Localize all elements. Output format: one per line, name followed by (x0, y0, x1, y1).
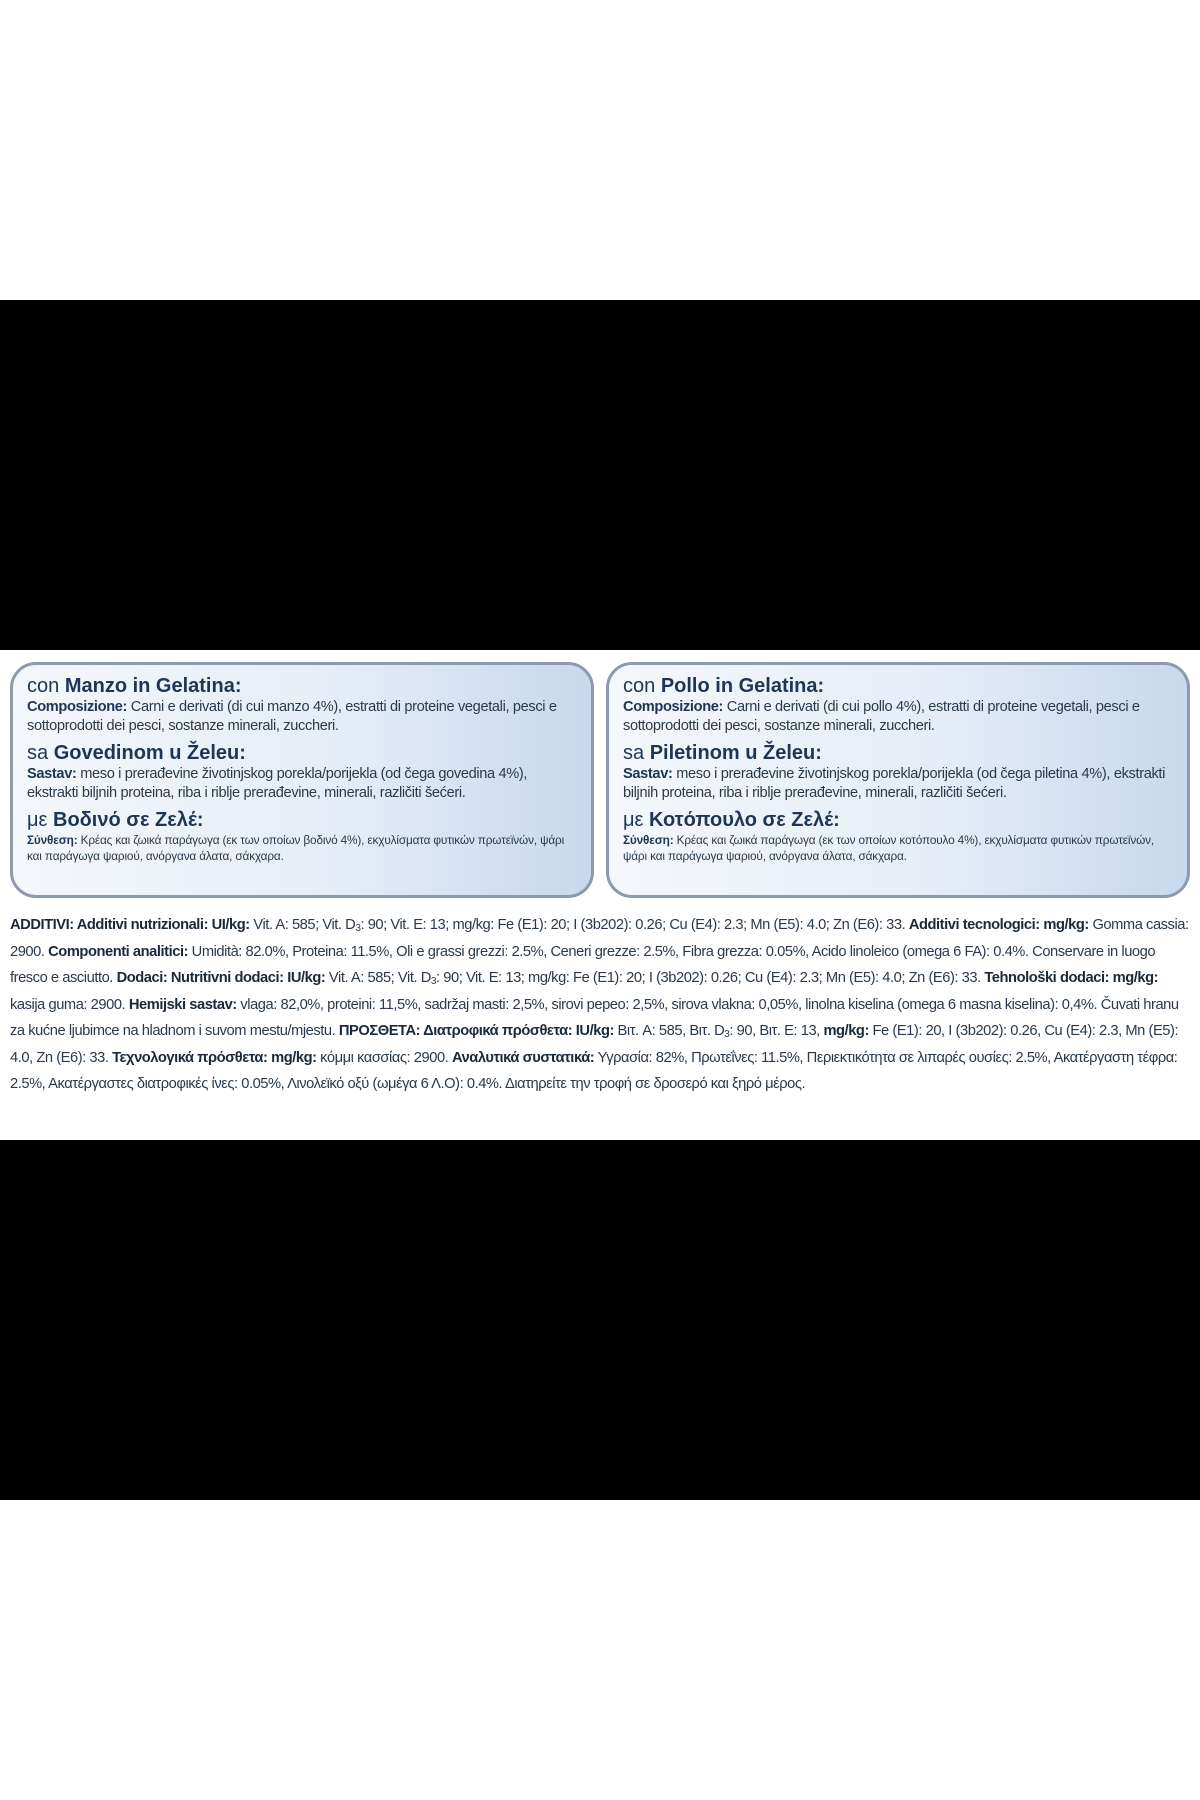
chicken-title-greek: με Κοτόπουλο σε Ζελέ: (623, 809, 840, 831)
additives-label-croatian: Dodaci: Nutritivni dodaci: IU/kg: (116, 970, 326, 986)
chicken-title-croatian: sa Piletinom u Želeu: (623, 742, 822, 764)
chicken-composition-italian: Composizione: Carni e derivati (di cui pollo 4%), estratti di proteine vegetali, pesci e sottoprodotti dei pesci, sostanze minerali, zuccheri. (623, 699, 1140, 734)
chicken-composition-croatian: Sastav: meso i prerađevine životinjskog porekla/porijekla (od čega piletina 4%), ekstrakti biljnih proteina, riba i riblje prerađevine, minerali, različiti šećeri. (623, 766, 1166, 801)
tech-additives-label-italian: Additivi tecnologici: mg/kg: (908, 917, 1089, 933)
tech-additives-label-croatian: Tehnološki dodaci: mg/kg: (984, 970, 1159, 986)
beef-in-jelly-panel (10, 662, 594, 898)
chicken-composition-greek: Σύνθεση: Κρέας και ζωικά παράγωγα (εκ των οποίων κοτόπουλο 4%), εκχυλίσματα φυτικών πρωτεϊνών, ψάρι και παράγωγα ψαριού, ανόργανα άλατα, σάκχαρα. (623, 833, 1155, 863)
chicken-title-italian: con Pollo in Gelatina: (623, 675, 825, 697)
beef-composition-croatian: Sastav: meso i prerađevine životinjskog porekla/porijekla (od čega govedina 4%), ekstrakti biljnih proteina, riba i riblje prerađevine, minerali, različiti šećeri. (27, 766, 528, 801)
chicken-in-jelly-panel (606, 662, 1190, 898)
additives-label-italian: ADDITIVI: Additivi nutrizionali: UI/kg: (10, 917, 250, 933)
beef-title-croatian: sa Govedinom u Želeu: (27, 742, 246, 764)
beef-title-italian: con Manzo in Gelatina: (27, 675, 242, 697)
analytical-label-greek: Αναλυτικά συστατικά: (451, 1049, 595, 1066)
beef-composition-greek: Σύνθεση: Κρέας και ζωικά παράγωγα (εκ των οποίων βοδινό 4%), εκχυλίσματα φυτικών πρωτεϊνών, ψάρι και παράγωγα ψαριού, ανόργανα άλατα, σάκχαρα. (27, 833, 565, 863)
additives-label-greek: ΠΡΟΣΘΕΤΑ: Διατροφικά πρόσθετα: IU/kg: (338, 1023, 614, 1039)
beef-title-greek: με Βοδινό σε Ζελέ: (27, 809, 204, 831)
beef-composition-italian: Composizione: Carni e derivati (di cui manzo 4%), estratti di proteine vegetali, pesci e sottoprodotti dei pesci, sostanze minerali, zuccheri. (27, 699, 557, 734)
analytical-label-italian: Componenti analitici: (48, 943, 189, 960)
ingredient-label (0, 650, 1200, 1140)
analytical-label-croatian: Hemijski sastav: (128, 996, 237, 1013)
additives-text: ADDITIVI: Additivi nutrizionali: UI/kg: Vit. A: 585; Vit. $D_3$: 90; Vit. E: 13; mg/kg: Fe (E1): 20; I (3b202): 0.26; Cu (E4): 2.3; Mn (E5): 4.0; Zn (E6): 33. Additivi tecnologici: mg/kg: Gomma cassia: 2900. Componenti analitici: Umidità: 82.0%, Proteina: 11.5%, Oli e grassi grezzi: 2.5%, Ceneri grezze: 2.5%, Fibra grezza: 0.05%, Acido linoleico (omega 6 FA): 0.4%. Conservare in luogo fresco e asciutto. Dodaci: Nutritivni dodaci: IU/kg: Vit. A: 585; Vit. $D_3$: 90; Vit. E: 13; mg/kg: Fe (E1): 20; I (3b202): 0.26; Cu (E4): 2.3; Mn (E5): 4.0; Zn (E6): 33. Tehnološki dodaci: mg/kg: kasija guma: 2900. Hemijski sastav: vlaga: 82,0%, proteini: 11,5%, sadržaj masti: 2,5%, sirovi pepeo: 2,5%, sirova vlakna: 0,05%, linolna kiselina (omega 6 masna kiselina): 0,4%. Čuvati hranu za kućne ljubimce na hladnom i suvom mestu/mjestu. ΠΡΟΣΘΕΤΑ: Διατροφικά πρόσθετα: IU/kg: Βιτ. A: 585, Βιτ. $D_3$: 90, Βιτ. E: 13, mg/kg: Fe (E1): 20, I (3b202): 0.26, Cu (E4): 2.3, Mn (E5): 4.0, Zn (E6): 33. Τεχνολογικά πρόσθετα: mg/kg: κόμμι κασσίας: 2900. Αναλυτικά συστατικά: Υγρασία: 82%, Πρωτεΐνες: 11.5%, Περιεκτικότητα σε λιπαρές ουσίες: 2.5%, Ακατέργαστη τέφρα: 2.5%, Ακατέργαστες διατροφικές ίνες: 0.05%, Λινολεϊκό οξύ (ωμέγα 6 Λ.Ο): 0.4%. Διατηρείτε την τροφή σε δροσερό και ξηρό μέρος. (10, 917, 1189, 1092)
tech-additives-label-greek: Τεχνολογικά πρόσθετα: mg/kg: (112, 1049, 317, 1066)
